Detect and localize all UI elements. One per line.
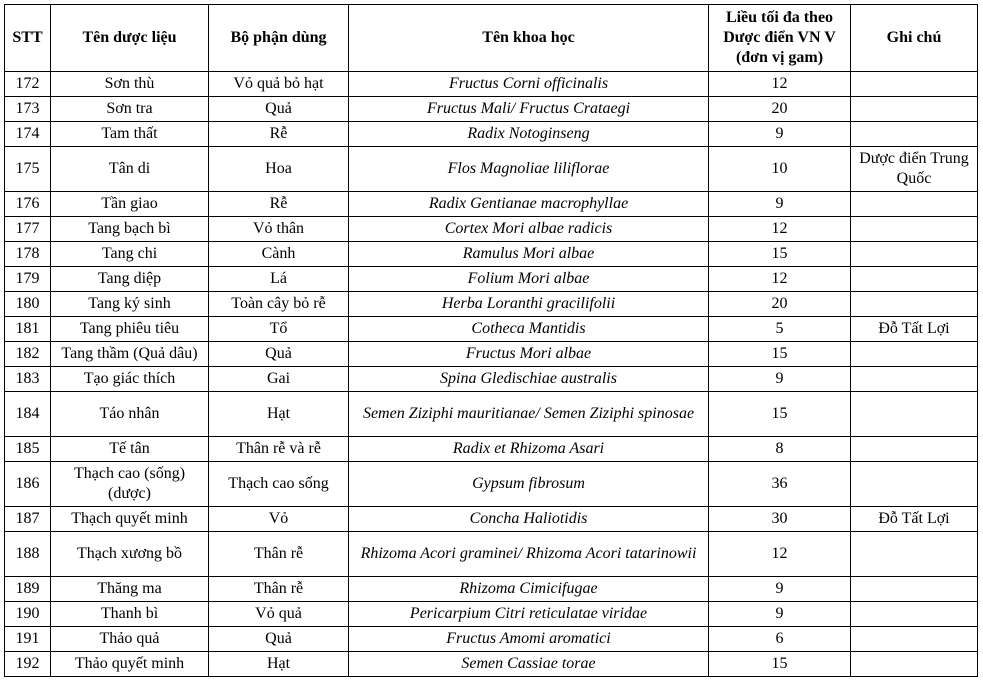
table-row <box>5 652 978 677</box>
header-part-used: Bộ phận dùng <box>209 5 349 72</box>
cell-note <box>851 192 978 217</box>
table-row <box>5 602 978 627</box>
cell-note <box>851 72 978 97</box>
cell-note <box>851 532 978 577</box>
cell-note <box>851 577 978 602</box>
table-row <box>5 242 978 267</box>
cell-scientific-name: Rhizoma Cimicifugae <box>349 577 709 602</box>
cell-herb-name: Thạch quyết minh <box>51 507 209 532</box>
cell-max-dose: 30 <box>709 507 851 532</box>
cell-herb-name: Tạo giác thích <box>51 367 209 392</box>
cell-max-dose: 9 <box>709 192 851 217</box>
cell-part-used: Cành <box>209 242 349 267</box>
cell-herb-name: Tam thất <box>51 122 209 147</box>
table-row <box>5 147 978 192</box>
cell-part-used: Rễ <box>209 192 349 217</box>
cell-max-dose: 8 <box>709 437 851 462</box>
cell-herb-name: Táo nhân <box>51 392 209 437</box>
cell-scientific-name: Radix Gentianae macrophyllae <box>349 192 709 217</box>
table-row <box>5 532 978 577</box>
cell-part-used: Gai <box>209 367 349 392</box>
cell-note <box>851 652 978 677</box>
cell-stt: 173 <box>5 97 51 122</box>
cell-note <box>851 292 978 317</box>
cell-max-dose: 12 <box>709 267 851 292</box>
table-row <box>5 267 978 292</box>
cell-stt: 188 <box>5 532 51 577</box>
cell-scientific-name: Fructus Amomi aromatici <box>349 627 709 652</box>
cell-scientific-name: Spina Gledischiae australis <box>349 367 709 392</box>
cell-max-dose: 15 <box>709 392 851 437</box>
cell-stt: 190 <box>5 602 51 627</box>
cell-max-dose: 12 <box>709 217 851 242</box>
cell-herb-name: Thạch xương bồ <box>51 532 209 577</box>
cell-max-dose: 20 <box>709 97 851 122</box>
header-max-dose: Liều tối đa theo Dược điển VN V (đơn vị gam) <box>709 5 851 72</box>
cell-max-dose: 20 <box>709 292 851 317</box>
table-row <box>5 462 978 507</box>
cell-herb-name: Tang bạch bì <box>51 217 209 242</box>
cell-herb-name: Tế tân <box>51 437 209 462</box>
cell-stt: 185 <box>5 437 51 462</box>
cell-stt: 187 <box>5 507 51 532</box>
table-row <box>5 577 978 602</box>
cell-max-dose: 15 <box>709 242 851 267</box>
cell-herb-name: Tang thầm (Quả dâu) <box>51 342 209 367</box>
cell-scientific-name: Semen Cassiae torae <box>349 652 709 677</box>
cell-max-dose: 15 <box>709 342 851 367</box>
cell-note <box>851 267 978 292</box>
cell-scientific-name: Fructus Corni officinalis <box>349 72 709 97</box>
cell-scientific-name: Fructus Mori albae <box>349 342 709 367</box>
cell-stt: 180 <box>5 292 51 317</box>
cell-note <box>851 392 978 437</box>
cell-stt: 189 <box>5 577 51 602</box>
cell-part-used: Rễ <box>209 122 349 147</box>
cell-part-used: Quả <box>209 97 349 122</box>
table-row <box>5 217 978 242</box>
cell-note <box>851 602 978 627</box>
cell-max-dose: 9 <box>709 602 851 627</box>
cell-part-used: Quả <box>209 627 349 652</box>
cell-stt: 184 <box>5 392 51 437</box>
table-row <box>5 342 978 367</box>
cell-stt: 179 <box>5 267 51 292</box>
cell-note: Đỗ Tất Lợi <box>851 507 978 532</box>
cell-stt: 177 <box>5 217 51 242</box>
cell-max-dose: 15 <box>709 652 851 677</box>
cell-herb-name: Thăng ma <box>51 577 209 602</box>
cell-part-used: Toàn cây bỏ rễ <box>209 292 349 317</box>
cell-note <box>851 342 978 367</box>
cell-scientific-name: Radix et Rhizoma Asari <box>349 437 709 462</box>
header-note: Ghi chú <box>851 5 978 72</box>
herbal-dosage-table <box>4 4 978 677</box>
table-row <box>5 392 978 437</box>
cell-stt: 183 <box>5 367 51 392</box>
table-row <box>5 627 978 652</box>
cell-note <box>851 627 978 652</box>
cell-max-dose: 10 <box>709 147 851 192</box>
cell-herb-name: Sơn thù <box>51 72 209 97</box>
cell-stt: 186 <box>5 462 51 507</box>
cell-note <box>851 437 978 462</box>
cell-stt: 181 <box>5 317 51 342</box>
header-scientific-name: Tên khoa học <box>349 5 709 72</box>
cell-part-used: Thân rễ <box>209 532 349 577</box>
header-row <box>5 5 978 72</box>
cell-herb-name: Tang ký sinh <box>51 292 209 317</box>
cell-max-dose: 9 <box>709 577 851 602</box>
cell-part-used: Quả <box>209 342 349 367</box>
cell-part-used: Vỏ <box>209 507 349 532</box>
cell-max-dose: 9 <box>709 122 851 147</box>
cell-scientific-name: Pericarpium Citri reticulatae viridae <box>349 602 709 627</box>
cell-max-dose: 12 <box>709 532 851 577</box>
table-row <box>5 317 978 342</box>
cell-part-used: Vỏ quả <box>209 602 349 627</box>
cell-stt: 172 <box>5 72 51 97</box>
cell-scientific-name: Folium Mori albae <box>349 267 709 292</box>
cell-scientific-name: Semen Ziziphi mauritianae/ Semen Ziziphi spinosae <box>349 392 709 437</box>
cell-part-used: Thân rễ <box>209 577 349 602</box>
cell-note <box>851 122 978 147</box>
cell-part-used: Lá <box>209 267 349 292</box>
table-row <box>5 72 978 97</box>
table-row <box>5 122 978 147</box>
cell-stt: 178 <box>5 242 51 267</box>
cell-note: Dược điển Trung Quốc <box>851 147 978 192</box>
cell-herb-name: Tang chi <box>51 242 209 267</box>
cell-herb-name: Tân di <box>51 147 209 192</box>
cell-part-used: Thạch cao sống <box>209 462 349 507</box>
cell-herb-name: Tần giao <box>51 192 209 217</box>
cell-scientific-name: Herba Loranthi gracilifolii <box>349 292 709 317</box>
cell-scientific-name: Radix Notoginseng <box>349 122 709 147</box>
cell-scientific-name: Cortex Mori albae radicis <box>349 217 709 242</box>
cell-part-used: Vỏ quả bỏ hạt <box>209 72 349 97</box>
cell-max-dose: 9 <box>709 367 851 392</box>
cell-scientific-name: Ramulus Mori albae <box>349 242 709 267</box>
cell-max-dose: 36 <box>709 462 851 507</box>
cell-note <box>851 367 978 392</box>
cell-herb-name: Thạch cao (sống) (dược) <box>51 462 209 507</box>
cell-part-used: Hạt <box>209 652 349 677</box>
cell-stt: 175 <box>5 147 51 192</box>
cell-part-used: Vỏ thân <box>209 217 349 242</box>
cell-part-used: Thân rễ và rễ <box>209 437 349 462</box>
cell-scientific-name: Flos Magnoliae liliflorae <box>349 147 709 192</box>
cell-note <box>851 242 978 267</box>
cell-herb-name: Thanh bì <box>51 602 209 627</box>
cell-scientific-name: Concha Haliotidis <box>349 507 709 532</box>
header-herb-name: Tên dược liệu <box>51 5 209 72</box>
table-row <box>5 437 978 462</box>
cell-stt: 192 <box>5 652 51 677</box>
header-stt: STT <box>5 5 51 72</box>
cell-note: Đỗ Tất Lợi <box>851 317 978 342</box>
table-row <box>5 97 978 122</box>
cell-max-dose: 5 <box>709 317 851 342</box>
cell-herb-name: Thảo quyết minh <box>51 652 209 677</box>
cell-scientific-name: Fructus Mali/ Fructus Crataegi <box>349 97 709 122</box>
cell-herb-name: Sơn tra <box>51 97 209 122</box>
cell-scientific-name: Cotheca Mantidis <box>349 317 709 342</box>
cell-part-used: Hạt <box>209 392 349 437</box>
cell-note <box>851 97 978 122</box>
cell-part-used: Tổ <box>209 317 349 342</box>
cell-note <box>851 462 978 507</box>
cell-max-dose: 6 <box>709 627 851 652</box>
cell-stt: 182 <box>5 342 51 367</box>
table-row <box>5 292 978 317</box>
cell-stt: 191 <box>5 627 51 652</box>
table-row <box>5 367 978 392</box>
table-row <box>5 192 978 217</box>
cell-stt: 174 <box>5 122 51 147</box>
table-body <box>5 72 978 677</box>
cell-stt: 176 <box>5 192 51 217</box>
cell-scientific-name: Rhizoma Acori graminei/ Rhizoma Acori tatarinowii <box>349 532 709 577</box>
cell-herb-name: Thảo quả <box>51 627 209 652</box>
cell-note <box>851 217 978 242</box>
cell-scientific-name: Gypsum fibrosum <box>349 462 709 507</box>
table-row <box>5 507 978 532</box>
cell-herb-name: Tang diệp <box>51 267 209 292</box>
cell-part-used: Hoa <box>209 147 349 192</box>
cell-herb-name: Tang phiêu tiêu <box>51 317 209 342</box>
cell-max-dose: 12 <box>709 72 851 97</box>
